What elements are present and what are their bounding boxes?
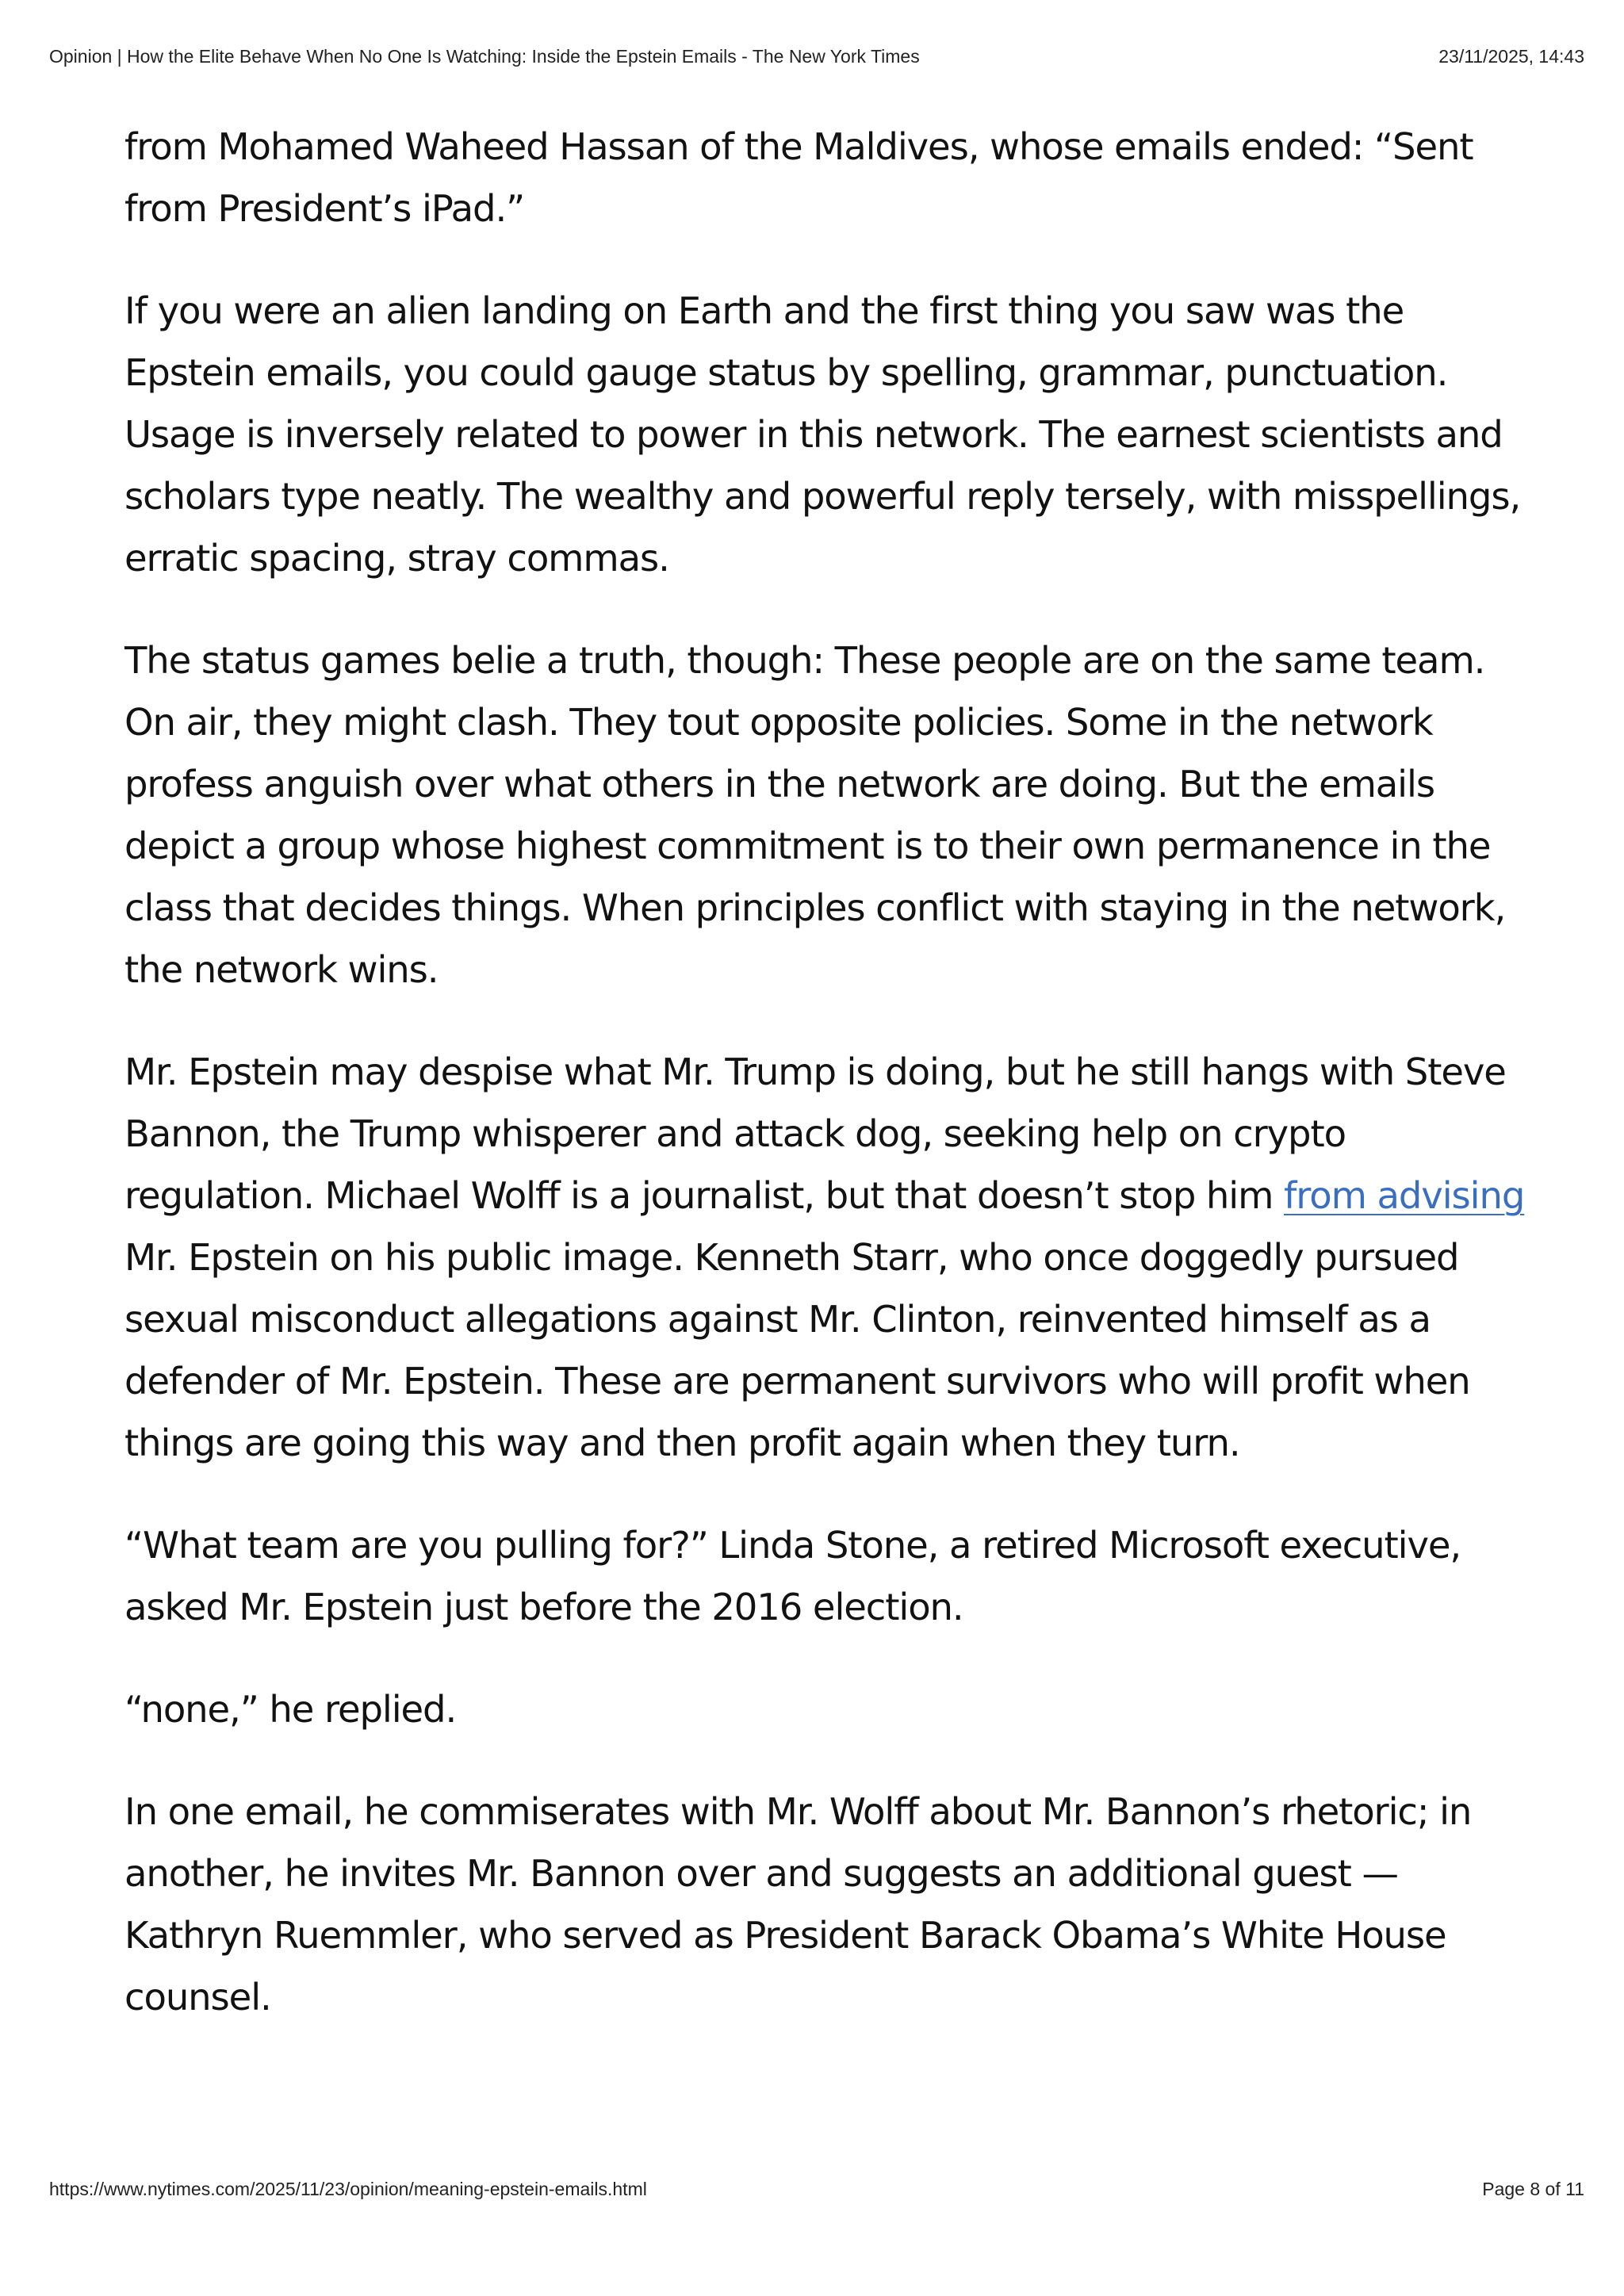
paragraph: The status games belie a truth, though: These people are on the same team. On air, they might clash. They tout opposite policies. Some in the network profess anguish over what others in the network are doing. But the emails depict a group whose highest commitment is to their own permanence in the class that decides things. When principles conflict with staying in the network, the network wins. [124, 639, 1506, 991]
article-body [124, 116, 1528, 2068]
paragraph-text: Mr. Epstein may despise what Mr. Trump is doing, but he still hangs with Steve Bannon, the Trump whisperer and attack dog, seeking help on crypto regulation. Michael Wolff is a journalist, but that doesn’t stop him [124, 1050, 1506, 1217]
from-advising-link[interactable]: from advising [1283, 1174, 1525, 1217]
paragraph: “none,” he replied. [124, 1688, 457, 1731]
paragraph: “What team are you pulling for?” Linda Stone, a retired Microsoft executive, asked Mr. Epstein just before the 2016 election. [124, 1524, 1461, 1628]
page-title: Opinion | How the Elite Behave When No One Is Watching: Inside the Epstein Emails - The New York Times [49, 46, 920, 67]
paragraph: from Mohamed Waheed Hassan of the Maldives, whose emails ended: “Sent from President’s iPad.” [124, 125, 1473, 230]
page-number: Page 8 of 11 [1482, 2179, 1584, 2199]
print-datetime: 23/11/2025, 14:43 [1438, 46, 1584, 67]
print-footer [49, 2179, 1584, 2204]
paragraph [124, 1041, 1528, 1474]
paragraph: If you were an alien landing on Earth and the first thing you saw was the Epstein emails, you could gauge status by spelling, grammar, punctuation. Usage is inversely related to power in this network. The earnest scientists and scholars type neatly. The wealthy and powerful reply tersely, with misspellings, erratic spacing, stray commas. [124, 289, 1521, 580]
paragraph-text: Mr. Epstein on his public image. Kenneth Starr, who once doggedly pursued sexual misconduct allegations against Mr. Clinton, reinvented himself as a defender of Mr. Epstein. These are permanent survivors who will profit when things are going this way and then profit again when they turn. [124, 1236, 1470, 1464]
print-header [49, 46, 1584, 71]
paragraph: In one email, he commiserates with Mr. Wolff about Mr. Bannon’s rhetoric; in another, he invites Mr. Bannon over and suggests an additional guest — Kathryn Ruemmler, who served as President Barack Obama’s White House counsel. [124, 1790, 1472, 2019]
page-url: https://www.nytimes.com/2025/11/23/opinion/meaning-epstein-emails.html [49, 2179, 647, 2199]
